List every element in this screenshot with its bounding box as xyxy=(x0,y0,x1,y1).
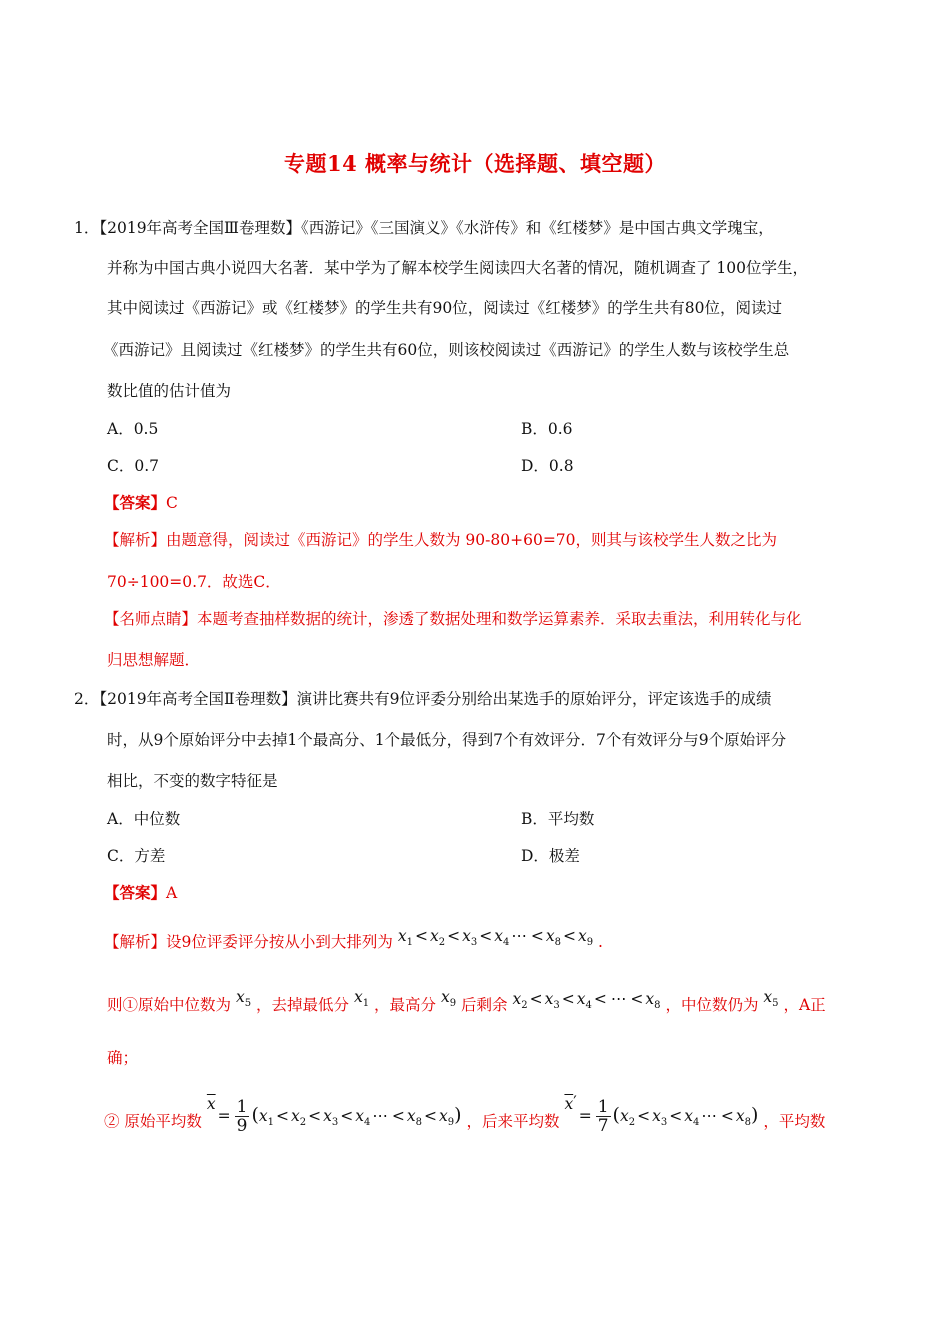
q1-analysis-line-1: 【解析】由题意得，阅读过《西游记》的学生人数为 90-80+60=70，则其与该校学生人数之比为 xyxy=(104,531,778,549)
q1-option-d: D．0.8 xyxy=(521,457,574,475)
max-x9: $x_9$ xyxy=(440,988,457,1010)
q1-answer-value: C xyxy=(166,494,178,512)
q2-line-1: 2．【2019年高考全国Ⅱ卷理数】演讲比赛共有9位评委分别给出某选手的原始评分，评定该选手的成绩 xyxy=(74,690,772,708)
q2-analysis-line-4: ② 原始平均数 $\overline{x}=$ $\frac{1}{9}$ ($x_1 < x_2 < x_3 < x_4$ ⋯ < $x_8 < x_9$) ，后来平均数 $\overline{x}'=$ $\frac{1}{7}$ ($x_2 < x_3 < x_4$ ⋯ < $x_8$) ，平均数 xyxy=(104,1092,826,1136)
q1-line-3: 其中阅读过《西游记》或《红楼梦》的学生共有90位，阅读过《红楼梦》的学生共有80位，阅读过 xyxy=(107,299,782,317)
q1-tip-line-1: 【名师点睛】本题考查抽样数据的统计，渗透了数据处理和数学运算素养．采取去重法，利用转化与化 xyxy=(104,610,802,628)
q1-line-2: 并称为中国古典小说四大名著．某中学为了解本校学生阅读四大名著的情况，随机调查了 100位学生， xyxy=(107,259,809,277)
q1-answer xyxy=(104,493,178,513)
q2-option-a: A．中位数 xyxy=(107,810,181,828)
q1-tip-line-2: 归思想解题． xyxy=(107,651,201,669)
q2-answer-value: A xyxy=(166,884,178,902)
q2-option-b: B．平均数 xyxy=(521,810,595,828)
q2-answer-label: 【答案】 xyxy=(104,883,167,902)
q2-analysis-line-1: 【解析】设9位评委评分按从小到大排列为 $x_1 < x_2 < x_3 < x_4$ ⋯ < $x_8 < x_9$ . xyxy=(104,927,603,951)
q2-option-d: D．极差 xyxy=(521,847,580,865)
q1-option-b: B．0.6 xyxy=(521,420,573,438)
q1-line-1: 1．【2019年高考全国Ⅲ卷理数】《西游记》《三国演义》《水浒传》和《红楼梦》是中国古典文学瑰宝， xyxy=(74,219,774,237)
q2-line-2: 时，从9个原始评分中去掉1个最高分、1个最低分，得到7个有效评分．7个有效评分与9个原始评分 xyxy=(107,731,787,749)
q2-answer xyxy=(104,883,177,903)
original-mean-formula: $\overline{x}=$ $\frac{1}{9}$ ($x_1 < x_2 < x_3 < x_4$ ⋯ < $x_8 < x_9$) xyxy=(206,1094,462,1136)
q1-analysis-line-2: 70÷100=0.7．故选C． xyxy=(107,573,281,591)
q1-option-c: C．0.7 xyxy=(107,457,160,475)
min-x1: $x_1$ xyxy=(353,988,370,1010)
q1-line-4: 《西游记》且阅读过《红楼梦》的学生共有60位，则该校阅读过《西游记》的学生人数与该校学生总 xyxy=(103,341,790,359)
q1-option-a: A．0.5 xyxy=(107,420,159,438)
new-mean-formula: $\overline{x}'=$ $\frac{1}{7}$ ($x_2 < x_3 < x_4$ ⋯ < $x_8$) xyxy=(564,1092,759,1136)
ordering-formula: $x_1 < x_2 < x_3 < x_4$ ⋯ < $x_8 < x_9$ xyxy=(397,927,594,949)
q2-analysis-line-3: 确； xyxy=(107,1049,139,1067)
q1-line-5: 数比值的估计值为 xyxy=(107,382,232,400)
q2-option-c: C．方差 xyxy=(107,847,166,865)
q2-analysis-intro: 【解析】设9位评委评分按从小到大排列为 xyxy=(104,933,393,951)
remaining-formula: $x_2 < x_3 < x_4$ < ⋯ < $x_8$ xyxy=(512,990,661,1012)
median-x5: $x_5$ xyxy=(235,988,252,1010)
q2-analysis-line-2: 则①原始中位数为 $x_5$ ，去掉最低分 $x_1$ ，最高分 $x_9$ 后剩余 $x_2 < x_3 < x_4$ < ⋯ < $x_8$ ，中位数仍为 $x_5$ ，A正 xyxy=(107,988,826,1014)
q1-answer-label: 【答案】 xyxy=(104,493,167,512)
median-x5-again: $x_5$ xyxy=(763,988,779,1010)
page-title: 专题14 概率与统计（选择题、填空题） xyxy=(283,151,667,176)
q2-line-3: 相比，不变的数字特征是 xyxy=(107,772,278,790)
